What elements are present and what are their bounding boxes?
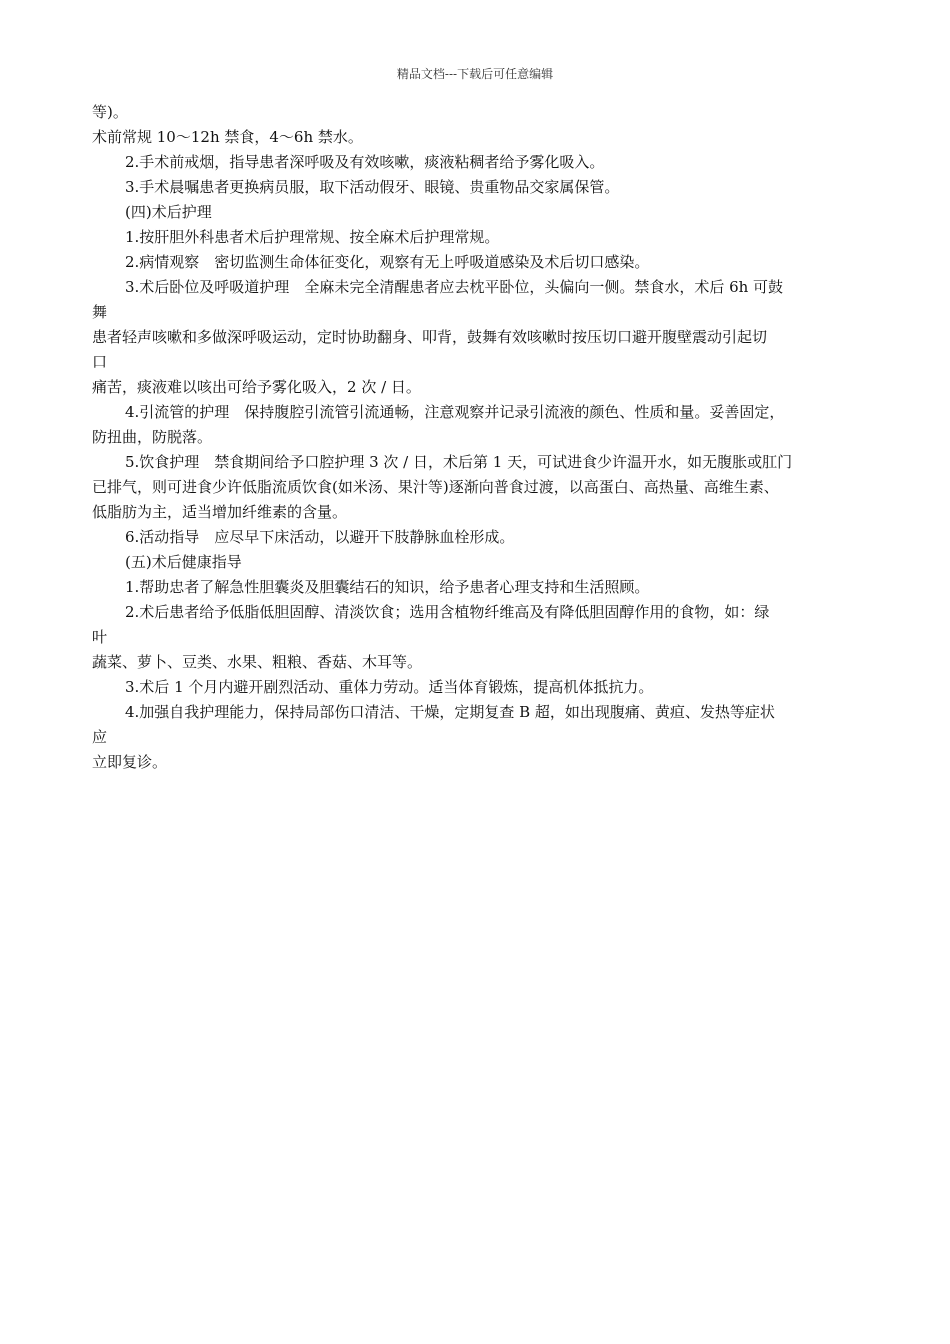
text-line: 4.加强自我护理能力，保持局部伤口清洁、干燥，定期复查 B 超，如出现腹痛、黄疸、发热等症状 [125, 703, 775, 721]
page-header: 精品文档---下载后可任意编辑 [396, 67, 554, 81]
text-line: 蔬菜、萝卜、豆类、水果、粗粮、香菇、木耳等。 [92, 653, 423, 671]
text-line: 4.引流管的护理 保持腹腔引流管引流通畅，注意观察并记录引流液的颜色、性质和量。妥善固定， [125, 403, 785, 421]
text-line: 3.术后卧位及呼吸道护理 全麻未完全清醒患者应去枕平卧位，头偏向一侧。禁食水，术后 6h 可鼓 [125, 278, 784, 296]
text-line: 2.术后患者给予低脂低胆固醇、清淡饮食；选用含植物纤维高及有降低胆固醇作用的食物，如：绿 [125, 603, 770, 621]
text-line: 应 [92, 728, 108, 746]
text-line: 术前常规 10～12h 禁食，4～6h 禁水。 [92, 128, 363, 146]
text-line: 患者轻声咳嗽和多做深呼吸运动，定时协助翻身、叩背，鼓舞有效咳嗽时按压切口避开腹壁震动引起切 [92, 328, 768, 346]
text-line: 已排气，则可进食少许低脂流质饮食(如米汤、果汁等)逐渐向普食过渡，以高蛋白、高热量、高维生素、 [92, 478, 779, 496]
text-line: 3.手术晨嘱患者更换病员服，取下活动假牙、眼镜、贵重物品交家属保管。 [125, 178, 620, 196]
text-line: 等)。 [92, 103, 128, 121]
document-body [92, 100, 872, 775]
text-line: (五)术后健康指导 [125, 553, 242, 571]
text-line: 5.饮食护理 禁食期间给予口腔护理 3 次 / 日，术后第 1 天，可试进食少许温开水，如无腹胀或肛门 [125, 453, 793, 471]
text-line: 痛苦，痰液难以咳出可给予雾化吸入，2 次 / 日。 [92, 378, 421, 396]
text-line: 1.帮助忠者了解急性胆囊炎及胆囊结石的知识，给予患者心理支持和生活照顾。 [125, 578, 650, 596]
text-line: 舞 [92, 303, 108, 321]
text-line: 立即复诊。 [92, 753, 168, 771]
text-line: 1.按肝胆外科患者术后护理常规、按全麻术后护理常规。 [125, 228, 500, 246]
text-line: 叶 [92, 628, 108, 646]
text-line: 6.活动指导 应尽早下床活动，以避开下肢静脉血栓形成。 [125, 528, 515, 546]
text-line: 防扭曲，防脱落。 [92, 428, 213, 446]
text-line: 3.术后 1 个月内避开剧烈活动、重体力劳动。适当体育锻炼，提高机体抵抗力。 [125, 678, 654, 696]
text-line: (四)术后护理 [125, 203, 212, 221]
text-line: 低脂肪为主，适当增加纤维素的含量。 [92, 503, 348, 521]
text-line: 口 [92, 353, 108, 371]
text-line: 2.病情观察 密切监测生命体征变化，观察有无上呼吸道感染及术后切口感染。 [125, 253, 650, 271]
text-line: 2.手术前戒烟，指导患者深呼吸及有效咳嗽，痰液粘稠者给予雾化吸入。 [125, 153, 605, 171]
